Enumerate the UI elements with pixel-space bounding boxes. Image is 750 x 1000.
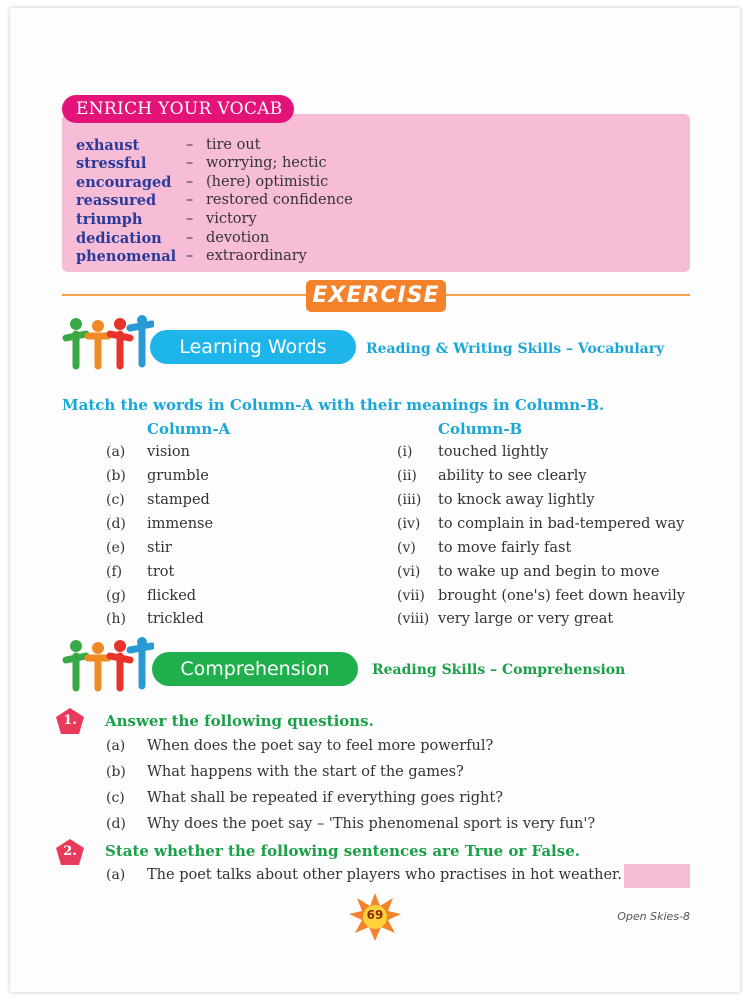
question-label: (a) (106, 867, 126, 883)
col-a-label: (h) (106, 611, 126, 627)
question-label: (d) (106, 816, 126, 832)
col-b-label: (ii) (397, 468, 417, 484)
comprehension-banner: Comprehension (152, 652, 358, 686)
kids-icon (62, 314, 154, 370)
col-b-label: (vi) (397, 564, 421, 580)
exercise-title: EXERCISE (306, 280, 446, 312)
page-number: 69 (366, 908, 384, 922)
col-a-word: grumble (147, 468, 209, 484)
learning-words-banner: Learning Words (150, 330, 356, 364)
vocab-word: reassured (76, 192, 157, 209)
vocab-meaning: tire out (206, 137, 261, 153)
vocab-meaning: devotion (206, 230, 270, 246)
vocab-word: dedication (76, 230, 162, 247)
col-b-meaning: to move fairly fast (438, 540, 572, 556)
vocab-word: phenomenal (76, 248, 177, 265)
col-b-meaning: to complain in bad-tempered way (438, 516, 685, 532)
vocab-word: triumph (76, 211, 143, 228)
vocab-dash: – (186, 211, 194, 227)
vocab-dash: – (186, 155, 194, 171)
col-b-label: (i) (397, 444, 413, 460)
col-a-word: trot (147, 564, 175, 580)
col-a-label: (e) (106, 540, 126, 556)
col-a-word: trickled (147, 611, 204, 627)
vocab-title: ENRICH YOUR VOCAB (62, 95, 294, 123)
question-text: The poet talks about other players who practises in hot weather. (147, 867, 622, 883)
question-label: (c) (106, 790, 125, 806)
col-a-label: (a) (106, 444, 126, 460)
col-a-word: flicked (147, 588, 197, 604)
col-b-meaning: touched lightly (438, 444, 549, 460)
question-text: What happens with the start of the games? (147, 764, 464, 780)
vocab-dash: – (186, 192, 194, 208)
match-instruction: Match the words in Column-A with their meanings in Column-B. (62, 396, 605, 414)
vocab-meaning: worrying; hectic (206, 155, 327, 171)
col-b-meaning: very large or very great (438, 611, 614, 627)
col-a-word: stamped (147, 492, 210, 508)
col-b-label: (viii) (397, 611, 430, 627)
vocab-word: exhaust (76, 137, 140, 154)
column-b-title: Column-B (438, 420, 523, 438)
col-b-meaning: ability to see clearly (438, 468, 587, 484)
col-b-label: (vii) (397, 588, 425, 604)
question-label: (b) (106, 764, 126, 780)
book-title: Open Skies-8 (617, 910, 690, 923)
col-a-word: stir (147, 540, 172, 556)
question-label: (a) (106, 738, 126, 754)
col-a-label: (d) (106, 516, 126, 532)
col-b-meaning: to knock away lightly (438, 492, 595, 508)
vocab-meaning: (here) optimistic (206, 174, 329, 190)
column-a-title: Column-A (147, 420, 231, 438)
vocab-dash: – (186, 174, 194, 190)
true-false-answer-box[interactable] (624, 864, 690, 888)
comprehension-skill-label: Reading Skills – Comprehension (372, 662, 626, 678)
col-a-word: immense (147, 516, 214, 532)
vocab-dash: – (186, 248, 194, 264)
col-a-label: (g) (106, 588, 126, 604)
question-heading: Answer the following questions. (105, 712, 374, 730)
col-b-meaning: brought (one's) feet down heavily (438, 588, 685, 604)
vocab-meaning: restored confidence (206, 192, 353, 208)
question-number: 2. (63, 844, 77, 859)
learning-skill-label: Reading & Writing Skills – Vocabulary (366, 341, 665, 357)
vocab-word: encouraged (76, 174, 172, 191)
question-text: What shall be repeated if everything goes right? (147, 790, 503, 806)
col-a-label: (c) (106, 492, 125, 508)
col-b-label: (iv) (397, 516, 421, 532)
vocab-meaning: victory (206, 211, 257, 227)
vocab-meaning: extraordinary (206, 248, 307, 264)
col-a-label: (f) (106, 564, 123, 580)
col-b-meaning: to wake up and begin to move (438, 564, 660, 580)
col-a-word: vision (147, 444, 190, 460)
kids-icon (62, 636, 154, 692)
question-number: 1. (63, 713, 77, 728)
col-b-label: (v) (397, 540, 416, 556)
question-text: When does the poet say to feel more powerful? (147, 738, 494, 754)
question-text: Why does the poet say – 'This phenomenal sport is very fun'? (147, 816, 596, 832)
col-b-label: (iii) (397, 492, 422, 508)
vocab-dash: – (186, 230, 194, 246)
vocab-dash: – (186, 137, 194, 153)
col-a-label: (b) (106, 468, 126, 484)
vocab-word: stressful (76, 155, 147, 172)
question-heading: State whether the following sentences are True or False. (105, 842, 580, 860)
